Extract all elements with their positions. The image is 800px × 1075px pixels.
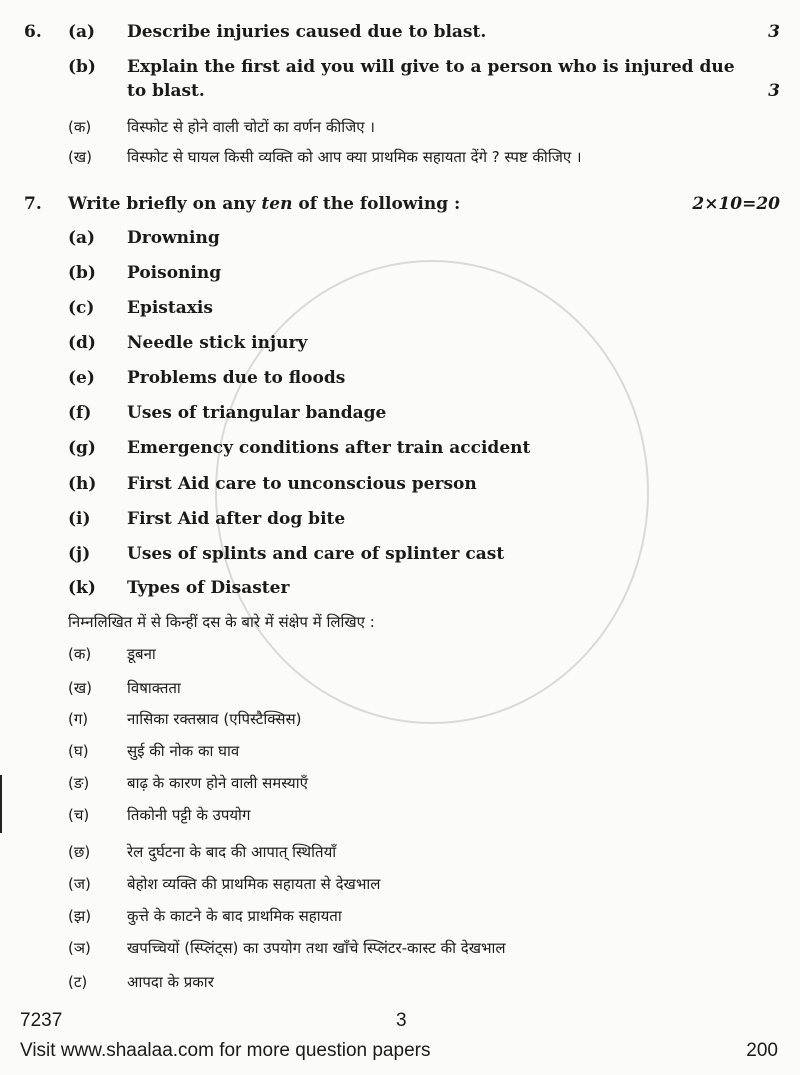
item-text: Needle stick injury	[127, 333, 308, 353]
item-label: (ज)	[68, 875, 91, 893]
item-label: (h)	[68, 474, 97, 494]
part-text: विस्फोट से होने वाली चोटों का वर्णन कीजिए ।	[127, 118, 375, 136]
part-label: (b)	[68, 57, 96, 77]
item-text: तिकोनी पट्टी के उपयोग	[127, 806, 251, 824]
item-label: (b)	[68, 263, 96, 283]
item-text: विषाक्तता	[127, 679, 181, 697]
part-label: (ख)	[68, 148, 92, 166]
prompt-post: of the following :	[292, 194, 461, 214]
marks: 3	[768, 22, 780, 42]
question-number: 6.	[24, 22, 42, 42]
item-label: (क)	[68, 645, 92, 663]
item-label: (k)	[68, 578, 96, 598]
item-text: बेहोश व्यक्ति की प्राथमिक सहायता से देखभाल	[127, 875, 381, 893]
item-text: Problems due to floods	[127, 368, 346, 388]
item-label: (g)	[68, 438, 96, 458]
item-text: डूबना	[127, 645, 156, 663]
part-text: विस्फोट से घायल किसी व्यक्ति को आप क्या प्राथमिक सहायता देंगे ? स्पष्ट कीजिए ।	[127, 148, 582, 166]
item-label: (j)	[68, 544, 91, 564]
item-text: Types of Disaster	[127, 578, 290, 598]
item-text: बाढ़ के कारण होने वाली समस्याएँ	[127, 774, 308, 792]
item-text: Drowning	[127, 228, 220, 248]
scan-margin-mark	[0, 775, 2, 833]
item-text: Poisoning	[127, 263, 222, 283]
item-text: Emergency conditions after train accident	[127, 438, 531, 458]
item-text: कुत्ते के काटने के बाद प्राथमिक सहायता	[127, 907, 342, 925]
item-text: रेल दुर्घटना के बाद की आपात् स्थितियाँ	[127, 843, 337, 861]
footer-right-number: 200	[746, 1040, 778, 1061]
prompt-pre: Write briefly on any	[68, 194, 262, 214]
item-text: खपच्चियों (स्प्लिंट्स) का उपयोग तथा खाँचे स्प्लिंटर-कास्ट की देखभाल	[127, 939, 506, 957]
item-text: First Aid care to unconscious person	[127, 474, 477, 494]
item-label: (छ)	[68, 843, 91, 861]
item-label: (ख)	[68, 679, 92, 697]
footer-code: 7237	[20, 1010, 63, 1031]
item-label: (d)	[68, 333, 96, 353]
question-number: 7.	[24, 194, 42, 214]
item-text: Uses of splints and care of splinter cast	[127, 544, 505, 564]
item-label: (झ)	[68, 907, 92, 925]
item-label: (ञ)	[68, 939, 91, 957]
item-label: (ग)	[68, 710, 89, 728]
part-text: Describe injuries caused due to blast.	[127, 22, 487, 42]
item-label: (ट)	[68, 973, 88, 991]
item-label: (i)	[68, 509, 91, 529]
item-text: Epistaxis	[127, 298, 213, 318]
item-text: नासिका रक्तस्राव (एपिस्टैक्सिस)	[127, 710, 302, 728]
item-text: आपदा के प्रकार	[127, 973, 214, 991]
part-label: (क)	[68, 118, 92, 136]
item-label: (च)	[68, 806, 90, 824]
item-label: (घ)	[68, 742, 89, 760]
item-label: (a)	[68, 228, 96, 248]
part-label: (a)	[68, 22, 96, 42]
item-label: (ङ)	[68, 774, 90, 792]
footer-visit-link[interactable]: Visit www.shaalaa.com for more question papers	[20, 1040, 431, 1061]
item-text: Uses of triangular bandage	[127, 403, 387, 423]
part-text-cont: to blast.	[127, 81, 205, 101]
item-text: First Aid after dog bite	[127, 509, 346, 529]
page-number: 3	[396, 1010, 407, 1031]
part-text: Explain the first aid you will give to a person who is injured due	[127, 57, 735, 77]
hindi-prompt: निम्नलिखित में से किन्हीं दस के बारे में संक्षेप में लिखिए :	[68, 613, 375, 631]
item-text: सुई की नोक का घाव	[127, 742, 240, 760]
prompt-emphasis: ten	[261, 194, 293, 214]
marks: 3	[768, 81, 780, 101]
item-label: (f)	[68, 403, 92, 423]
marks: 2×10=20	[692, 194, 780, 214]
item-label: (e)	[68, 368, 95, 388]
item-label: (c)	[68, 298, 95, 318]
